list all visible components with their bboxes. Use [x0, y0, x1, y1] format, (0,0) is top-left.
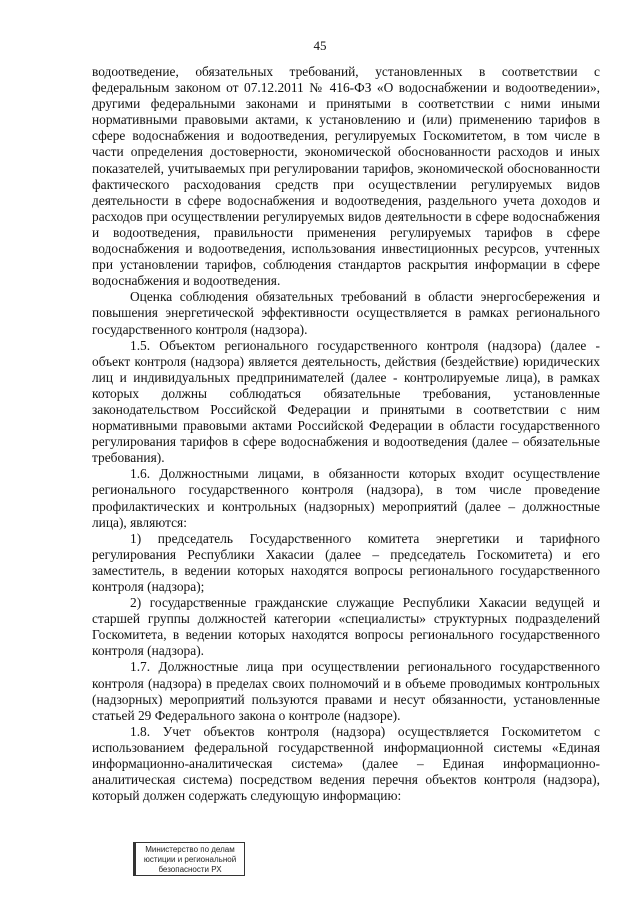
- stamp-line-3: безопасности РХ: [158, 865, 222, 874]
- document-body: [92, 64, 600, 804]
- ministry-stamp: [133, 842, 245, 876]
- page-number: 45: [313, 38, 327, 53]
- stamp-line-1: Министерство по делам: [145, 845, 235, 854]
- stamp-line-2: юстиции и региональной: [143, 855, 237, 864]
- paragraph-2: 1.5. Объектом регионального государственного контроля (надзора) (далее - объект контроля (надзора) является деятельность, действия (бездействие) юридических лиц и индивидуальных предпринимателей (далее - контролируемые лица), в рамках которых должны соблюдаться обязательные требования, установленные законодательством Российской Федерации и принятыми в соответствии с ним нормативными правовыми актами Российской Федерации в области государственного регулирования тарифов в сфере водоснабжения и водоотведения (далее – обязательные требования).: [92, 337, 600, 466]
- paragraph-3: 1.6. Должностными лицами, в обязанности которых входит осуществление регионального государственного контроля (надзора), в том числе проведение профилактических и контрольных (надзорных) мероприятий (далее – должностные лица), являются:: [92, 466, 600, 530]
- paragraph-1: Оценка соблюдения обязательных требований в области энергосбережения и повышения энергетической эффективности осуществляется в рамках регионального государственного контроля (надзора).: [92, 289, 600, 337]
- paragraph-0: водоотведение, обязательных требований, установленных в соответствии с федеральным законом от 07.12.2011 № 416-ФЗ «О водоснабжении и водоотведении», другими федеральными законами и принятыми в соответствии с ними иными нормативными правовыми актами, к установлению и (или) применению тарифов в сфере водоснабжения и водоотведения, регулируемых Госкомитетом, в том числе в части определения достоверности, экономической обоснованности расходов и иных показателей, учитываемых при регулировании тарифов, экономической обоснованности фактического расходования средств при осуществлении регулируемых видов деятельности в сфере водоснабжения и водоотведения, раздельного учета доходов и расходов при осуществлении регулируемых видов деятельности в сфере водоснабжения и водоотведения, правильности применения регулируемых тарифов в сфере водоснабжения и водоотведения, использования инвестиционных ресурсов, учтенных при установлении тарифов, соблюдения стандартов раскрытия информации в сфере водоснабжения и водоотведения.: [92, 64, 600, 289]
- paragraph-7: 1.8. Учет объектов контроля (надзора) осуществляется Госкомитетом с использованием федеральной государственной информационной системы «Единая информационно-аналитическая система» (далее – Единая информационно-аналитическая система) посредством ведения перечня объектов контроля (надзора), который должен содержать следующую информацию:: [92, 723, 600, 804]
- paragraph-5: 2) государственные гражданские служащие Республики Хакасии ведущей и старшей группы должностей категории «специалисты» структурных подразделений Госкомитета, в ведении которых находятся вопросы регионального государственного контроля (надзора).: [92, 595, 600, 659]
- paragraph-4: 1) председатель Государственного комитета энергетики и тарифного регулирования Республики Хакасии (далее – председатель Госкомитета) и его заместитель, в ведении которых находятся вопросы регионального государственного контроля (надзора);: [92, 530, 600, 594]
- paragraph-6: 1.7. Должностные лица при осуществлении регионального государственного контроля (надзора) в пределах своих полномочий и в объеме проводимых контрольных (надзорных) мероприятий пользуются правами и несут обязанности, установленные статьей 29 Федерального закона о контроле (надзоре).: [92, 659, 600, 723]
